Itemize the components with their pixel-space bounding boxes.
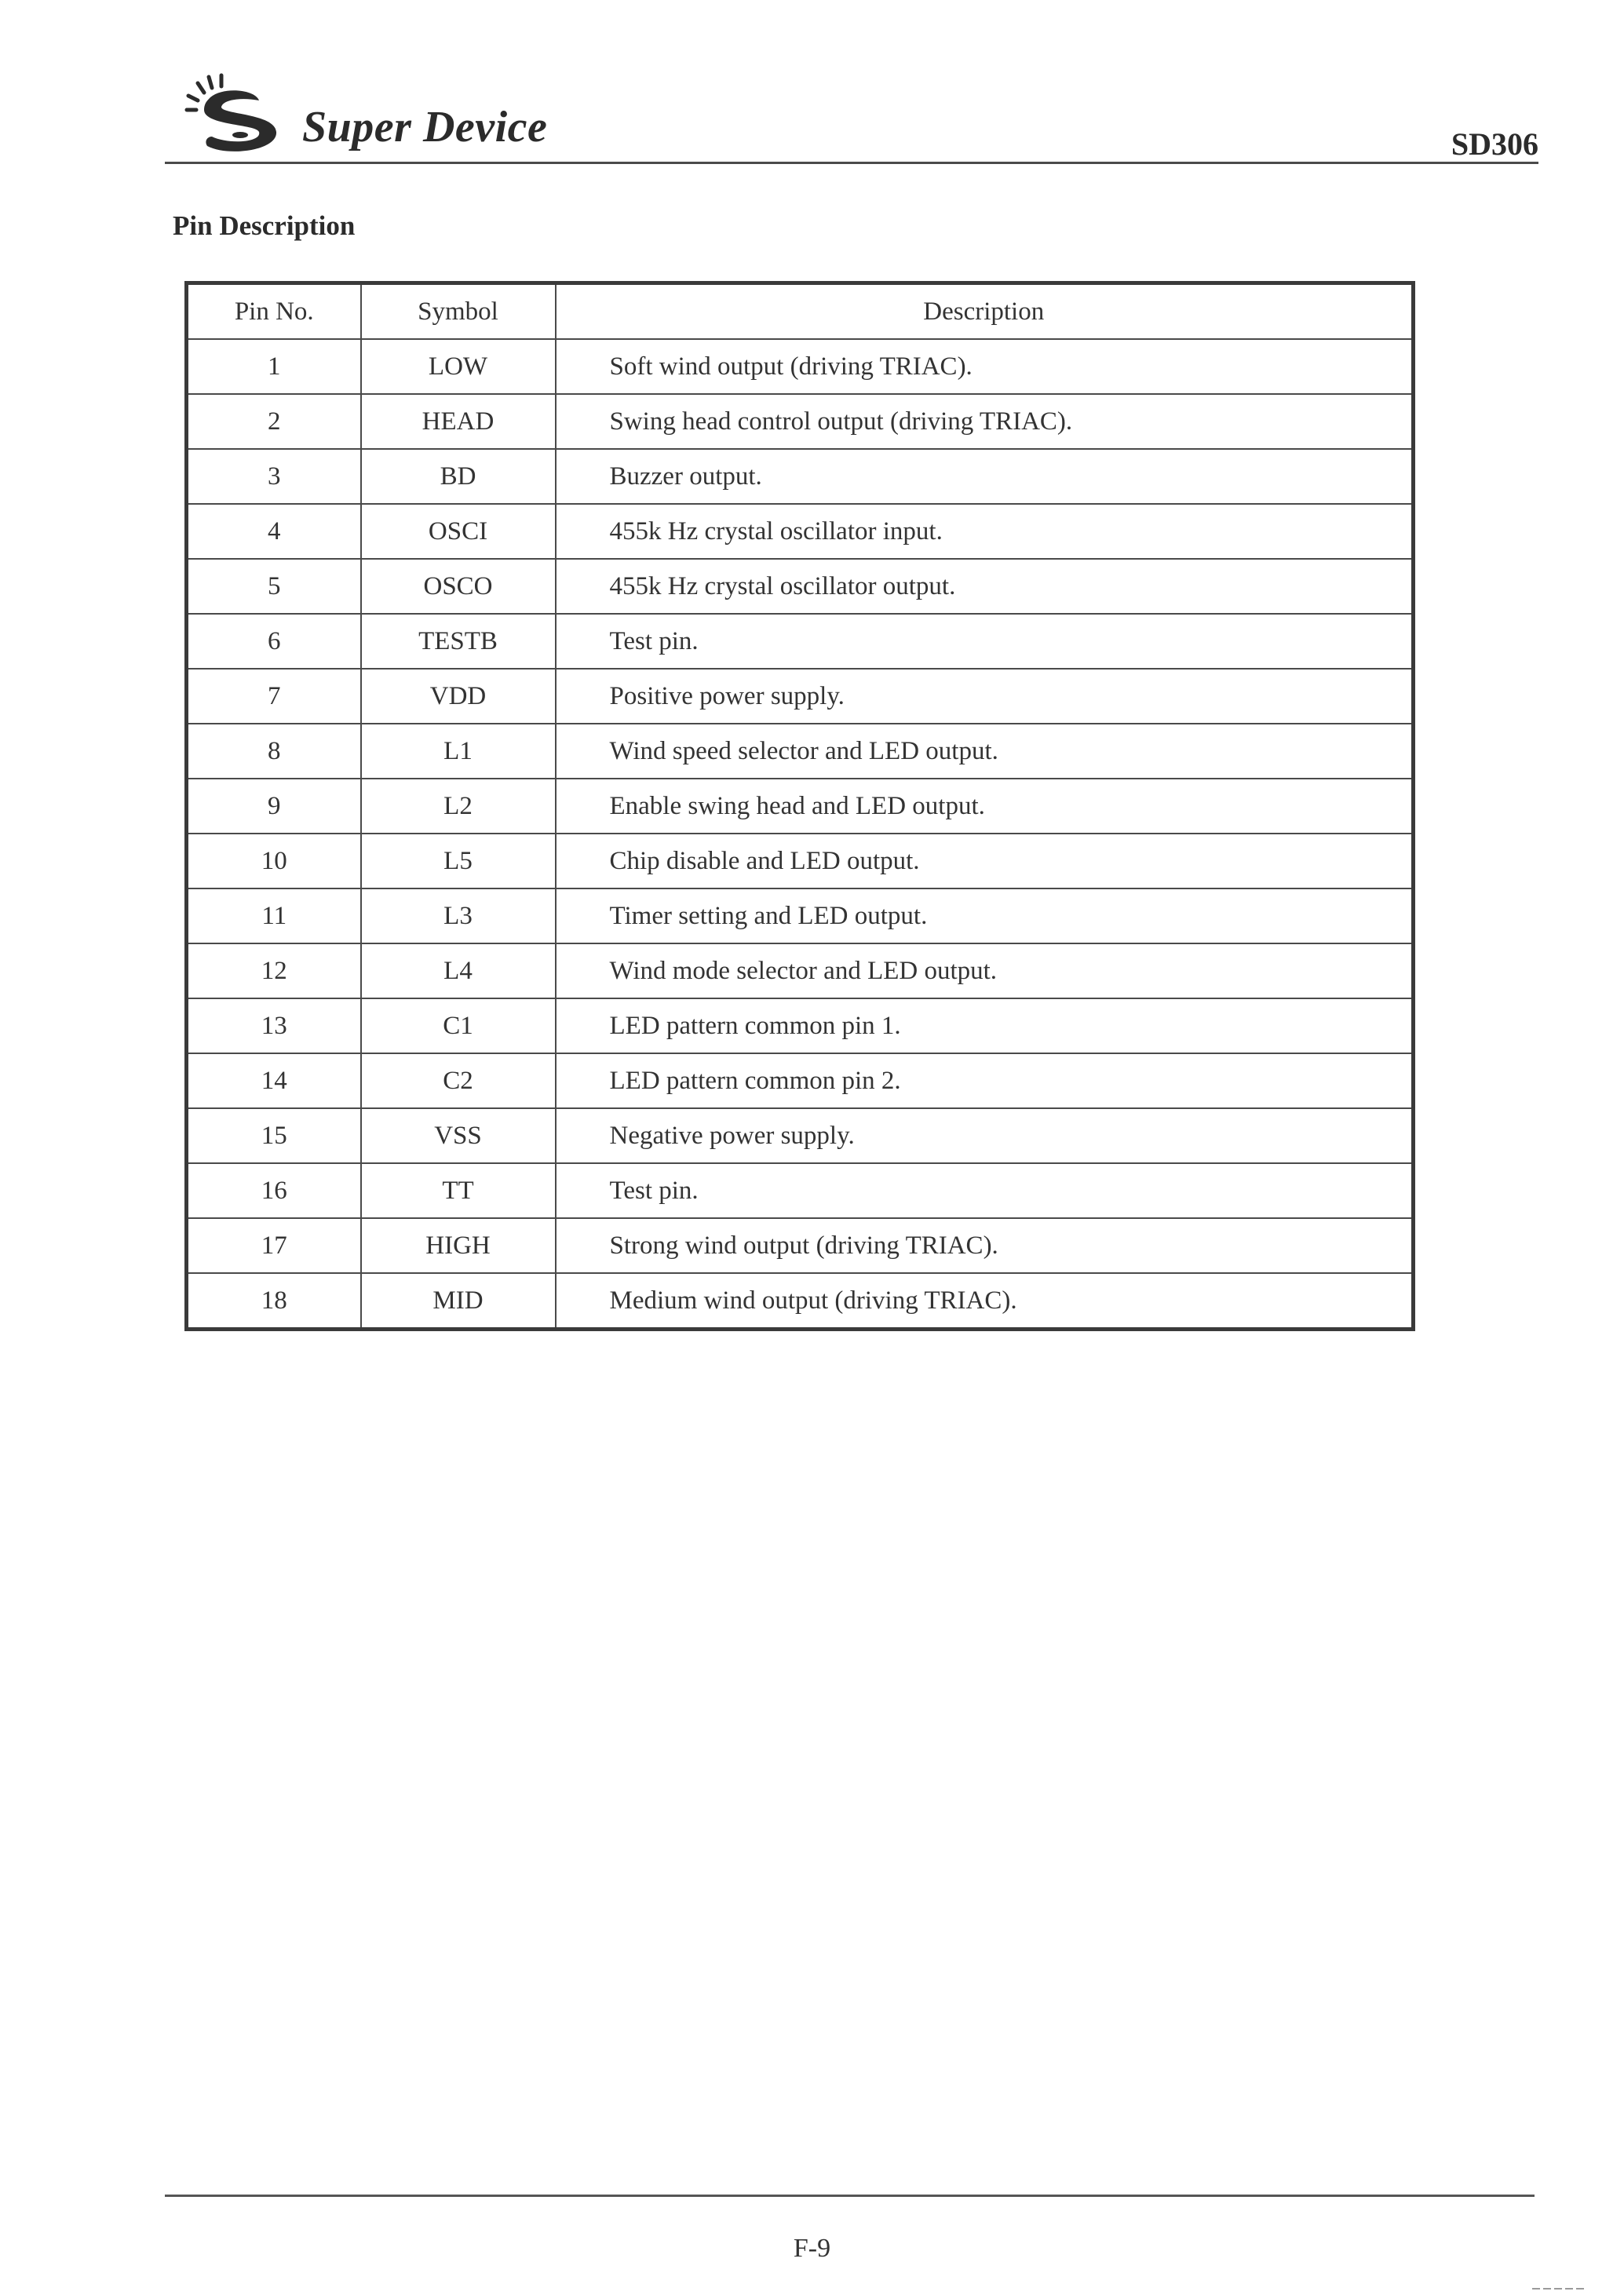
pin-number-cell: 5 — [187, 559, 361, 614]
symbol-cell: TESTB — [361, 614, 556, 669]
pin-number-cell: 18 — [187, 1273, 361, 1330]
description-cell: Timer setting and LED output. — [556, 888, 1414, 943]
symbol-cell: C1 — [361, 998, 556, 1053]
symbol-cell: BD — [361, 449, 556, 504]
symbol-cell: OSCI — [361, 504, 556, 559]
description-cell: Swing head control output (driving TRIAC). — [556, 394, 1414, 449]
table-row — [187, 888, 1414, 943]
symbol-cell: LOW — [361, 339, 556, 394]
pin-number-cell: 14 — [187, 1053, 361, 1108]
description-cell: 455k Hz crystal oscillator output. — [556, 559, 1414, 614]
description-cell: Positive power supply. — [556, 669, 1414, 724]
pin-number-cell: 13 — [187, 998, 361, 1053]
table-row — [187, 998, 1414, 1053]
pin-number-cell: 3 — [187, 449, 361, 504]
description-cell: Chip disable and LED output. — [556, 834, 1414, 888]
symbol-cell: VDD — [361, 669, 556, 724]
table-row — [187, 669, 1414, 724]
pin-number-cell: 15 — [187, 1108, 361, 1163]
symbol-cell: VSS — [361, 1108, 556, 1163]
symbol-cell: L2 — [361, 779, 556, 834]
section-title: Pin Description — [173, 210, 356, 241]
pin-number-cell: 12 — [187, 943, 361, 998]
table-row — [187, 339, 1414, 394]
pin-number-cell: 17 — [187, 1218, 361, 1273]
description-cell: LED pattern common pin 2. — [556, 1053, 1414, 1108]
page-header — [165, 55, 1538, 165]
pin-number-cell: 8 — [187, 724, 361, 779]
header-divider — [165, 162, 1538, 164]
symbol-cell: L5 — [361, 834, 556, 888]
table-row — [187, 449, 1414, 504]
table-row — [187, 394, 1414, 449]
description-cell: Enable swing head and LED output. — [556, 779, 1414, 834]
brand-name: Super Device — [302, 103, 548, 151]
table-row — [187, 1163, 1414, 1218]
pin-number-cell: 9 — [187, 779, 361, 834]
super-device-swirl-logo-icon — [181, 69, 298, 163]
pin-number-cell: 7 — [187, 669, 361, 724]
description-cell: Negative power supply. — [556, 1108, 1414, 1163]
table-row — [187, 724, 1414, 779]
pin-number-cell: 4 — [187, 504, 361, 559]
description-cell: 455k Hz crystal oscillator input. — [556, 504, 1414, 559]
description-cell: Buzzer output. — [556, 449, 1414, 504]
description-cell: Wind speed selector and LED output. — [556, 724, 1414, 779]
symbol-cell: OSCO — [361, 559, 556, 614]
table-row — [187, 504, 1414, 559]
page-number: F-9 — [793, 2234, 831, 2263]
table-row — [187, 1218, 1414, 1273]
column-header-symbol: Symbol — [361, 283, 556, 340]
symbol-cell: HIGH — [361, 1218, 556, 1273]
symbol-cell: MID — [361, 1273, 556, 1330]
symbol-cell: L4 — [361, 943, 556, 998]
table-row — [187, 1108, 1414, 1163]
pin-number-cell: 1 — [187, 339, 361, 394]
table-header-row — [187, 283, 1414, 340]
table-row — [187, 559, 1414, 614]
description-cell: Test pin. — [556, 614, 1414, 669]
description-cell: Strong wind output (driving TRIAC). — [556, 1218, 1414, 1273]
column-header-pin-no: Pin No. — [187, 283, 361, 340]
scan-corner-mark — [1532, 2288, 1587, 2290]
symbol-cell: L1 — [361, 724, 556, 779]
symbol-cell: C2 — [361, 1053, 556, 1108]
pin-description-table — [184, 281, 1415, 1331]
symbol-cell: HEAD — [361, 394, 556, 449]
description-cell: Test pin. — [556, 1163, 1414, 1218]
table-row — [187, 779, 1414, 834]
description-cell: Wind mode selector and LED output. — [556, 943, 1414, 998]
pin-number-cell: 6 — [187, 614, 361, 669]
table-row — [187, 943, 1414, 998]
symbol-cell: L3 — [361, 888, 556, 943]
table-row — [187, 614, 1414, 669]
description-cell: LED pattern common pin 1. — [556, 998, 1414, 1053]
footer-divider — [165, 2195, 1535, 2197]
description-cell: Medium wind output (driving TRIAC). — [556, 1273, 1414, 1330]
table-row — [187, 834, 1414, 888]
symbol-cell: TT — [361, 1163, 556, 1218]
table-row — [187, 1273, 1414, 1330]
pin-number-cell: 16 — [187, 1163, 361, 1218]
pin-number-cell: 2 — [187, 394, 361, 449]
pin-number-cell: 11 — [187, 888, 361, 943]
pin-number-cell: 10 — [187, 834, 361, 888]
description-cell: Soft wind output (driving TRIAC). — [556, 339, 1414, 394]
document-code: SD306 — [1451, 126, 1538, 162]
table-row — [187, 1053, 1414, 1108]
column-header-description: Description — [556, 283, 1414, 340]
